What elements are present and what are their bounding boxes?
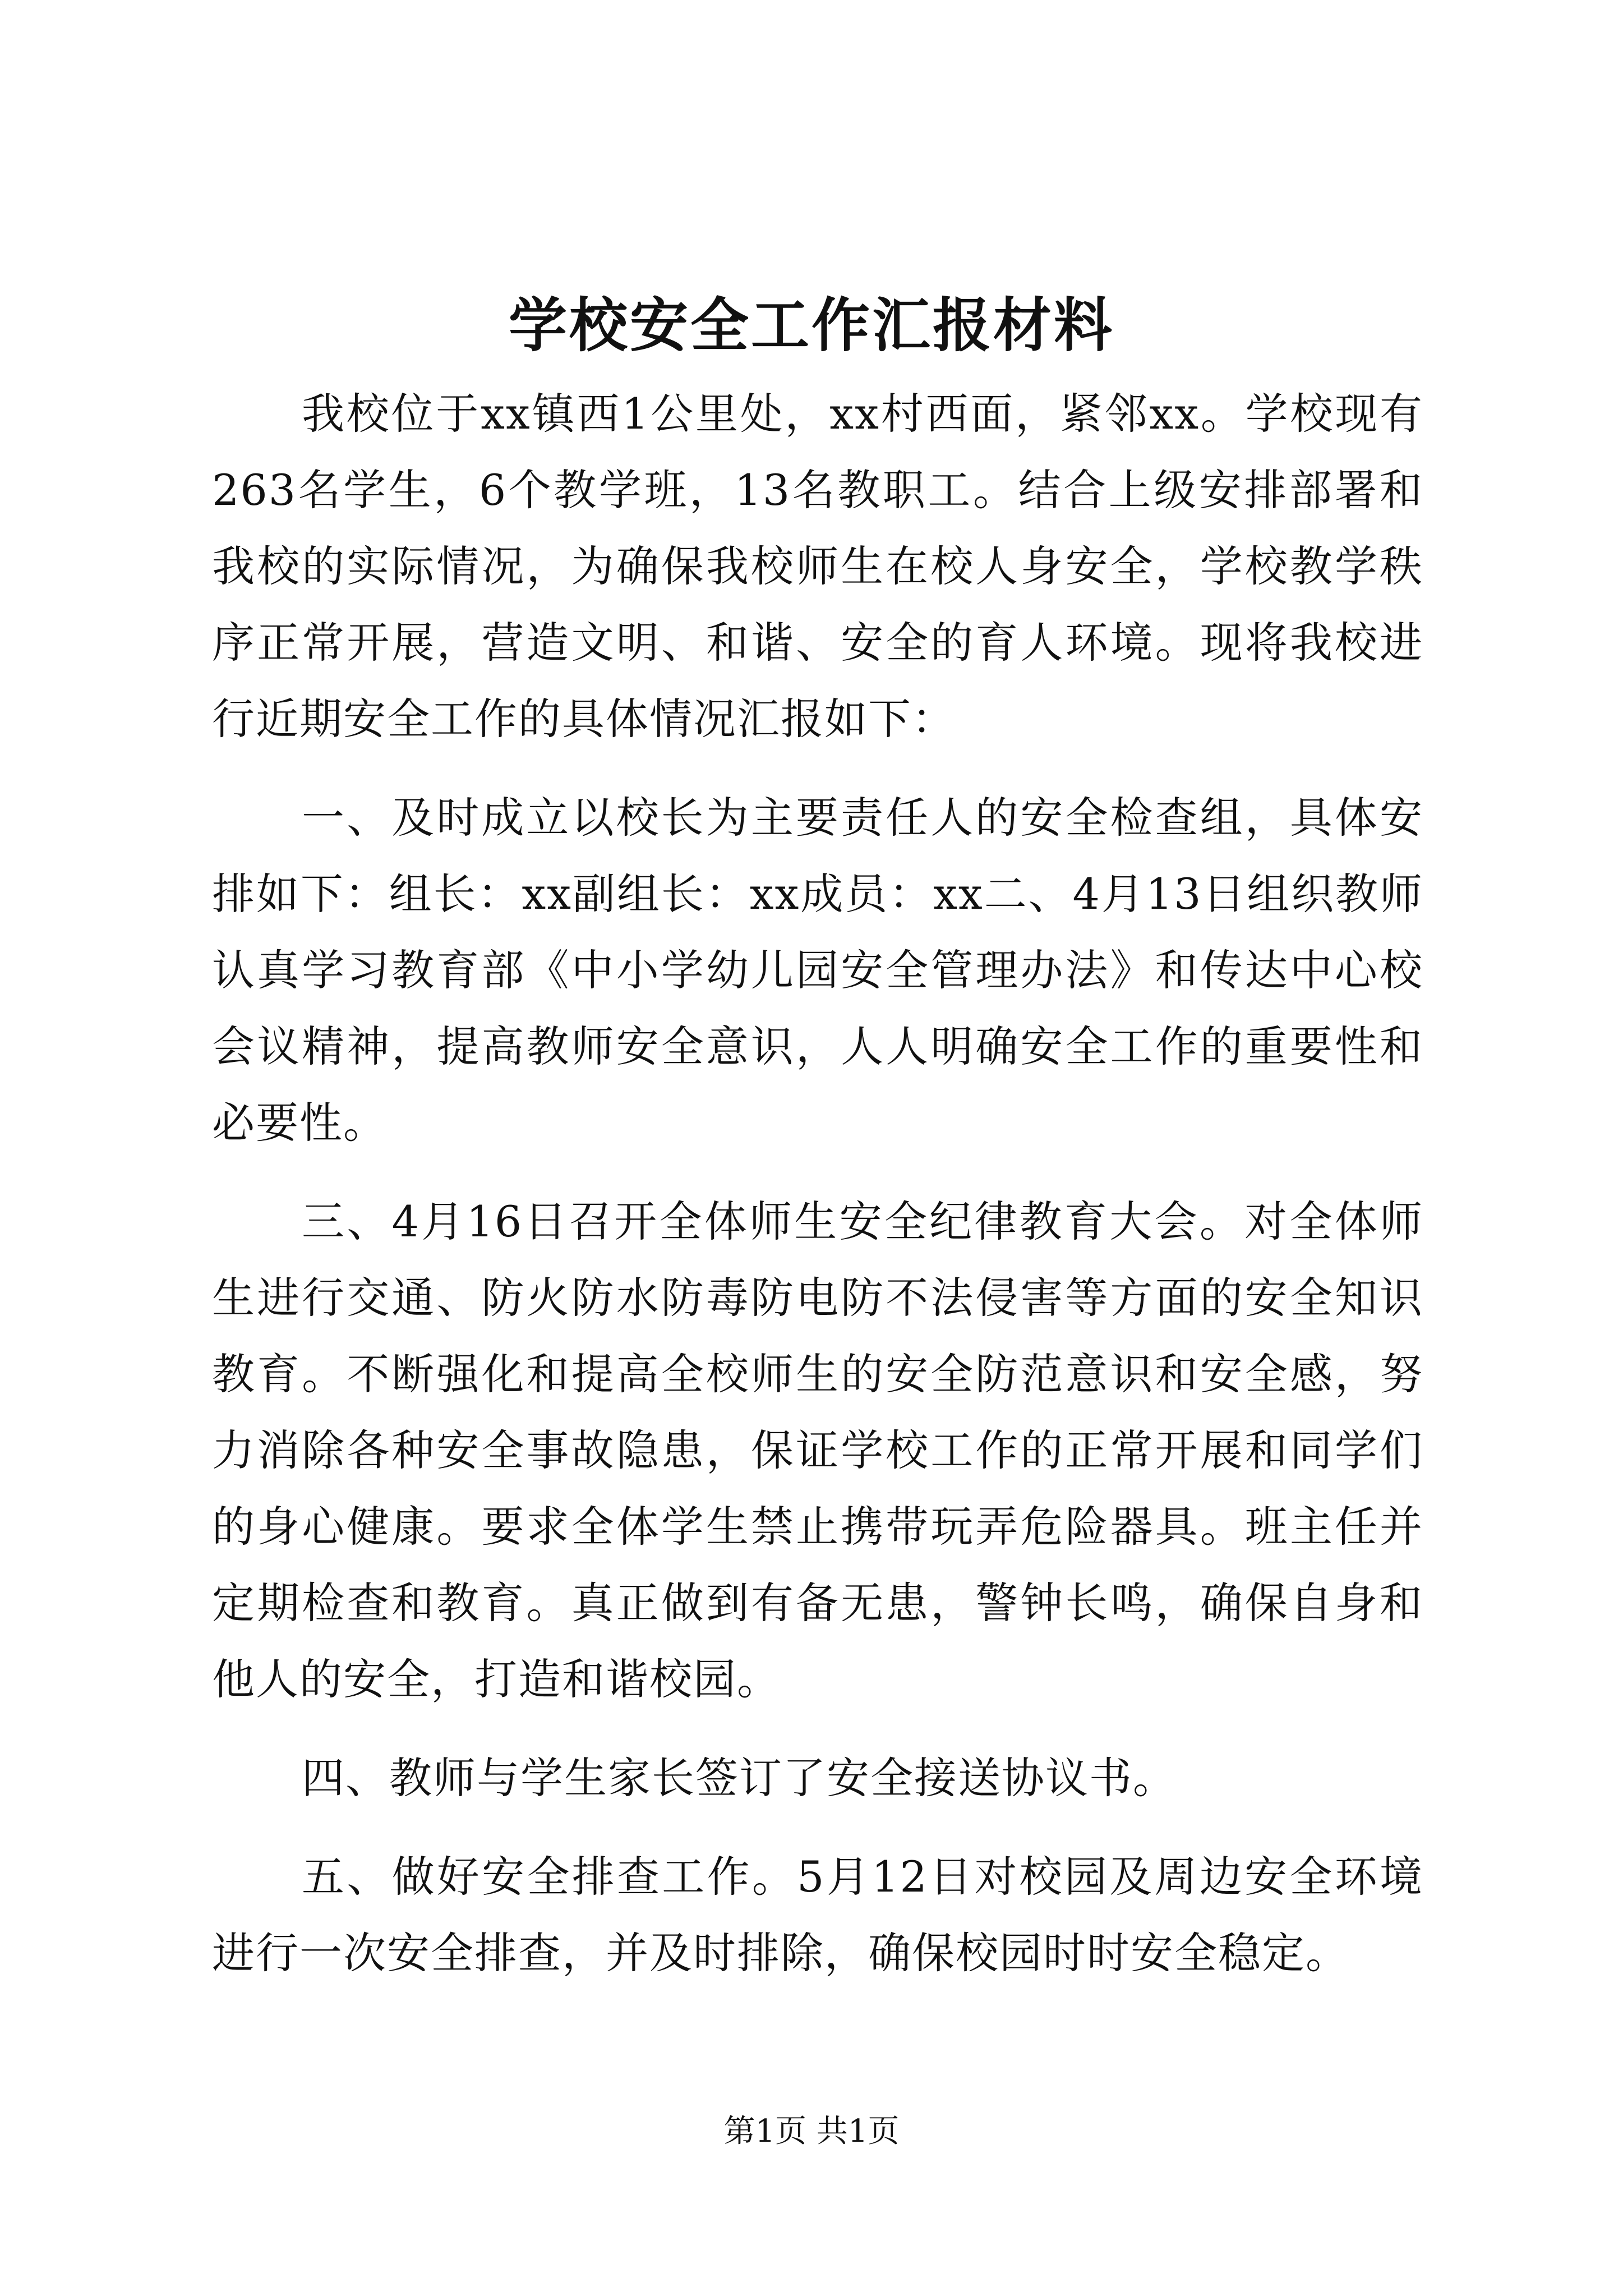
paragraph-intro: 我校位于xx镇西1公里处，xx村西面，紧邻xx。学校现有263名学生，6个教学班，13名教职工。结合上级安排部署和我校的实际情况，为确保我校师生在校人身安全，学校教学秩序正常开展，营造文明、和谐、安全的育人环境。现将我校进行近期安全工作的具体情况汇报如下： <box>212 389 1423 744</box>
page-number-footer: 第1页 共1页 <box>723 2113 900 2150</box>
paragraph-item-3: 三、4月16日召开全体师生安全纪律教育大会。对全体师生进行交通、防火防水防毒防电防不法侵害等方面的安全知识教育。不断强化和提高全校师生的安全防范意识和安全感，努力消除各种安全事故隐患，保证学校工作的正常开展和同学们的身心健康。要求全体学生禁止携带玩弄危险器具。班主任并定期检查和教育。真正做到有备无患，警钟长鸣，确保自身和他人的安全，打造和谐校园。 <box>212 1197 1423 1704</box>
document-body <box>212 376 1423 2014</box>
paragraph-item-4: 四、教师与学生家长签订了安全接送协议书。 <box>302 1753 1177 1803</box>
paragraph-item-1-2: 一、及时成立以校长为主要责任人的安全检查组，具体安排如下：组长：xx副组长：xx成员：xx二、4月13日组织教师认真学习教育部《中小学幼儿园安全管理办法》和传达中心校会议精神，提高教师安全意识，人人明确安全工作的重要性和必要性。 <box>212 793 1423 1148</box>
document-title: 学校安全工作汇报材料 <box>508 291 1114 360</box>
paragraph-item-5: 五、做好安全排查工作。5月12日对校园及周边安全环境进行一次安全排查，并及时排除，确保校园时时安全稳定。 <box>212 1852 1423 1978</box>
